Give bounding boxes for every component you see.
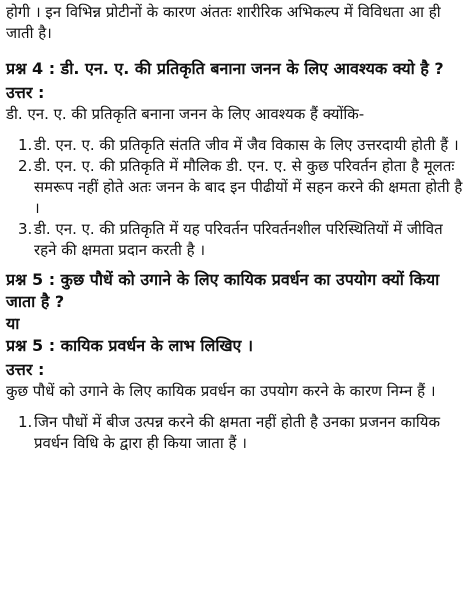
answer-4-list [6, 135, 466, 261]
list-item [6, 412, 466, 454]
list-item-number: 2. [18, 157, 33, 175]
list-item-number: 1. [18, 413, 33, 431]
question-5-section [6, 269, 466, 454]
list-item [6, 156, 466, 219]
answer-4-text: डी. एन. ए. की प्रतिकृति बनाना जनन के लिए आवश्यक हैं क्योंकि- [6, 105, 365, 123]
list-item-text: डी. एन. ए. की प्रतिकृति संतति जीव में जैव विकास के लिए उत्तरदायी होती हैं । [34, 136, 459, 154]
question-4-heading: प्रश्न 4 : डी. एन. ए. की प्रतिकृति बनाना जनन के लिए आवश्यक क्यो है ? [6, 59, 444, 78]
list-item-text: जिन पौधों में बीज उत्पन्न करने की क्षमता नहीं होती है उनका प्रजनन कायिक प्रवर्धन विधि के द्वारा ही किया जाता हैं । [34, 413, 441, 452]
list-item [6, 135, 466, 156]
list-item-text: डी. एन. ए. की प्रतिकृति में यह परिवर्तन परिवर्तनशील परिस्थितियों में जीवित रहने की क्षमता प्रदान करती है । [34, 220, 443, 259]
list-item-number: 1. [18, 136, 33, 154]
intro-paragraph: होगी । इन विभिन्न प्रोटीनों के कारण अंततः शारीरिक अभिकल्प में विविधता आ ही जाती है। [6, 3, 441, 42]
answer-4-label: उत्तर : [6, 83, 45, 102]
question-5-alt-heading: प्रश्न 5 : कायिक प्रवर्धन के लाभ लिखिए । [6, 336, 254, 355]
question-4-section [6, 58, 466, 261]
list-item-text: डी. एन. ए. की प्रतिकृति में मौलिक डी. एन. ए. से कुछ परिवर्तन होता है मूलतः समरूप नहीं होते अतः जनन के बाद इन पीढीयों में सहन करने की क्षमता होती है । [34, 157, 463, 217]
answer-5-list [6, 412, 466, 454]
list-item [6, 219, 466, 261]
question-5-heading: प्रश्न 5 : कुछ पौधें को उगाने के लिए कायिक प्रवर्धन का उपयोग क्यों किया जाता है ? [6, 270, 440, 311]
answer-5-label: उत्तर : [6, 360, 45, 379]
list-item-number: 3. [18, 220, 33, 238]
or-label: या [6, 314, 20, 333]
answer-5-text: कुछ पौधें को उगाने के लिए कायिक प्रवर्धन का उपयोग करने के कारण निम्न हैं । [6, 382, 436, 400]
